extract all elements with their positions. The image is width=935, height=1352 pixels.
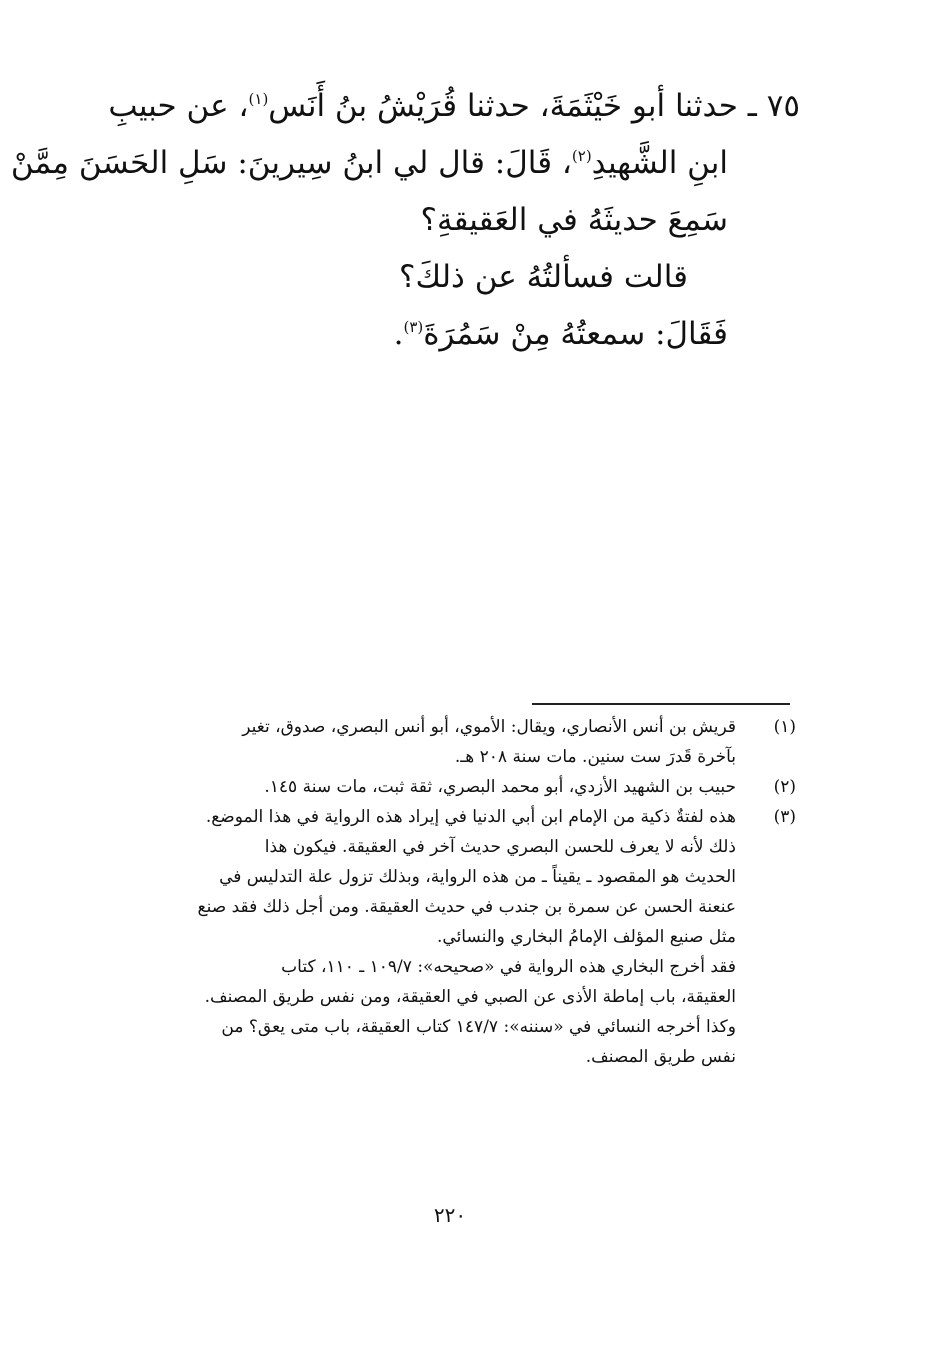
footnote-line: حبيب بن الشهيد الأزدي، أبو محمد البصري، ثقة ثبت، مات سنة ١٤٥. [264,777,736,797]
hadith-line-2 [10,135,800,192]
footnote-line: ذلك لأنه لا يعرف للحسن البصري حديث آخر في العقيقة. فيكون هذا [264,837,736,857]
footnote-number: (٣) [773,807,796,827]
footnote-1 [96,712,796,772]
hadith-line-1 [80,78,800,135]
footnote-2 [96,772,796,802]
footnote-line: هذه لفتةٌ ذكية من الإمام ابن أبي الدنيا في إيراد هذه الرواية في هذا الموضع. [205,807,736,827]
hadith-line-4-text: قالت فسألتُهُ عن ذلكَ؟ [399,259,688,295]
hadith-line-3-text: سَمِعَ حديثَهُ في العَقيقةِ؟ [420,202,728,238]
footnote-line: وكذا أخرجه النسائي في «سننه»: ١٤٧/٧ كتاب العقيقة، باب متى يعق؟ من [221,1017,736,1037]
footnote-ref-3: (٣) [403,318,424,336]
footnote-separator [532,703,790,705]
hadith-line-2-start: ابنِ الشَّهيدِ [591,145,728,181]
hadith-line-2-end: ، قَالَ: قال لي ابنُ سِيرينَ: سَلِ الحَسَنَ مِمَّنْ [10,145,572,181]
footnote-number: (٢) [773,777,796,797]
footnote-line: نفس طريق المصنف. [585,1047,736,1067]
footnote-line: بآخرة قَدرَ ست سنين. مات سنة ٢٠٨ هـ. [454,747,736,767]
footnote-line: فقد أخرج البخاري هذه الرواية في «صحيحه»: ١٠٩/٧ ـ ١١٠، كتاب [281,957,736,977]
footnote-line: العقيقة، باب إماطة الأذى عن الصبي في العقيقة، ومن نفس طريق المصنف. [204,987,736,1007]
page-number: ٢٢٠ [433,1203,467,1227]
footnote-ref-1: (١) [248,90,269,108]
footnotes [96,712,796,1072]
footnote-line: قريش بن أنس الأنصاري، ويقال: الأموي، أبو أنس البصري، صدوق، تغير [242,717,736,737]
footnote-ref-2: (٢) [571,147,592,165]
hadith-line-5 [80,306,800,363]
footnote-line: الحديث هو المقصود ـ يقيناً ـ من هذه الرواية، وبذلك تزول علة التدليس في [219,867,736,887]
footnote-3 [96,802,796,1072]
hadith-number: ٧٥ ـ [747,88,800,124]
footnote-line: عنعنة الحسن عن سمرة بن جندب في حديث العقيقة. ومن أجل ذلك فقد صنع [197,897,736,917]
hadith-line-5-text: فَقَالَ: سمعتُهُ مِنْ سَمُرَةَ [423,316,728,352]
hadith-line-3 [80,192,800,249]
footnote-number: (١) [773,717,796,737]
hadith-text [10,78,800,363]
hadith-line-1-end: ، عن حبيبِ [108,88,249,124]
hadith-line-5-end: . [393,316,404,352]
hadith-line-1-text: حدثنا أبو خَيْثَمَةَ، حدثنا قُرَيْشُ بنُ أَنَس [268,88,738,124]
hadith-line-4 [80,249,800,306]
footnote-line: مثل صنيع المؤلف الإمامُ البخاري والنسائي. [437,927,736,947]
